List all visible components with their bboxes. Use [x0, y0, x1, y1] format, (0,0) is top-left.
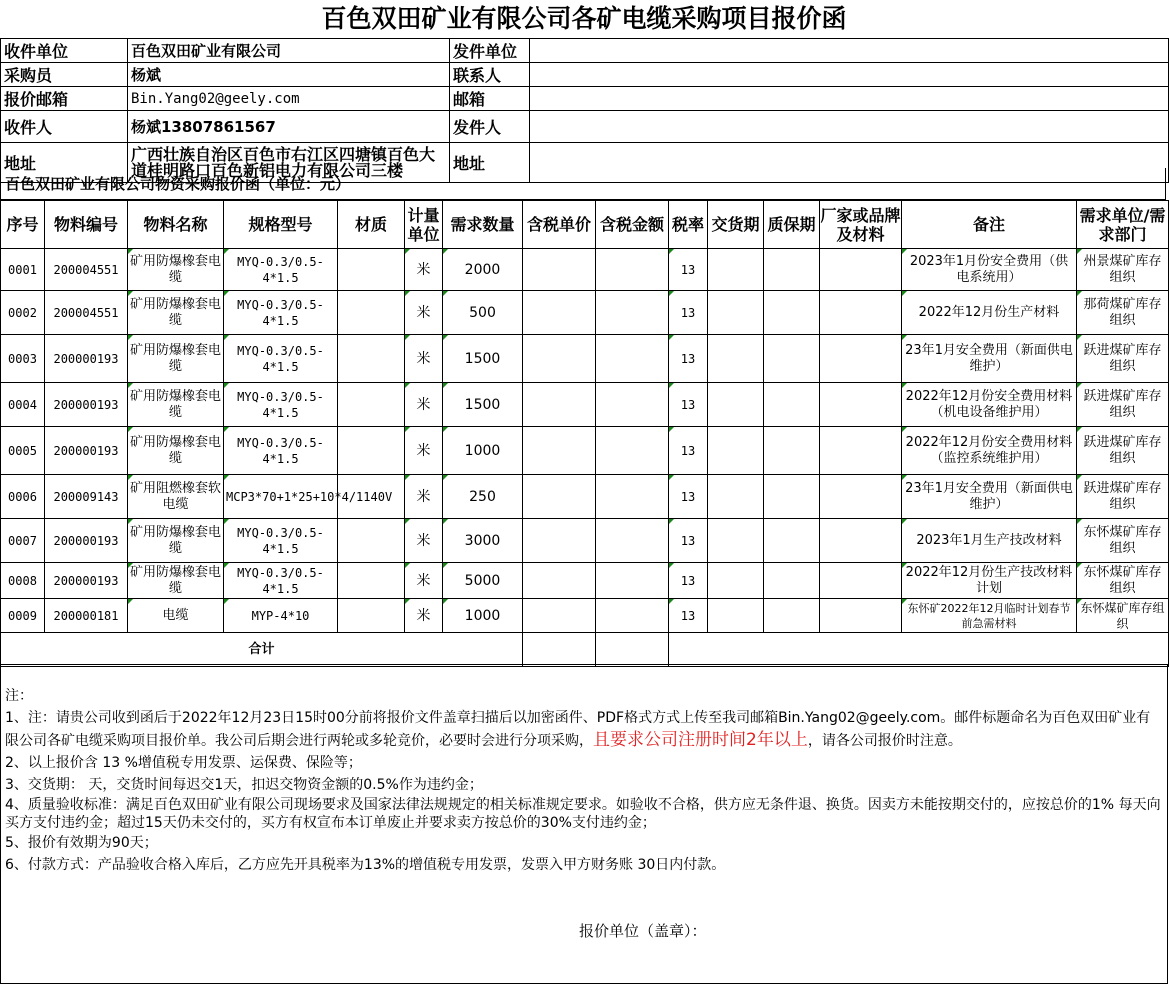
remark: 2023年1月生产技改材料: [902, 519, 1077, 563]
remark: 2022年12月份安全费用材料（机电设备维护用）: [902, 383, 1077, 427]
unit-price-input[interactable]: [523, 291, 596, 335]
spec-model: MYQ-0.3/0.5-4*1.5: [224, 563, 338, 599]
warranty-input[interactable]: [764, 563, 820, 599]
brand-input[interactable]: [820, 519, 902, 563]
quote-unit-seal-label: 报价单位（盖章）：: [579, 922, 707, 940]
material-name: 矿用防爆橡套电缆: [128, 519, 224, 563]
material-name: 电缆: [128, 599, 224, 633]
note-3: 3、交货期： 天，交货时间每迟交1天，扣迟交物资金额的0.5%作为违约金；: [5, 777, 483, 793]
col-header: 交货期: [708, 201, 764, 249]
amount-input[interactable]: [596, 335, 669, 383]
dept: 跃进煤矿库存组织: [1077, 427, 1169, 475]
material-type[interactable]: [338, 335, 405, 383]
dept: 州景煤矿库存组织: [1077, 249, 1169, 291]
total-row: [1, 633, 1169, 667]
spec-model: MCP3*70+1*25+10*4/1140V: [224, 475, 338, 519]
dept: 那荷煤矿库存组织: [1077, 291, 1169, 335]
header-info-table: [0, 38, 1169, 183]
material-name: 矿用防爆橡套电缆: [128, 427, 224, 475]
tax-rate: 13: [669, 563, 708, 599]
remark: 2022年12月份生产技改材料计划: [902, 563, 1077, 599]
material-name: 矿用阻燃橡套软电缆: [128, 475, 224, 519]
amount-input[interactable]: [596, 563, 669, 599]
delivery-input[interactable]: [708, 249, 764, 291]
table-row: [1, 383, 1169, 427]
sender-value[interactable]: [530, 111, 1169, 143]
unit-price-input[interactable]: [523, 599, 596, 633]
delivery-input[interactable]: [708, 335, 764, 383]
table-row: [1, 249, 1169, 291]
quantity: 1500: [443, 335, 523, 383]
unit: 米: [405, 291, 443, 335]
quantity: 1000: [443, 599, 523, 633]
table-row: [1, 291, 1169, 335]
address2-label: 地址: [450, 143, 530, 183]
dept: 跃进煤矿库存组织: [1077, 383, 1169, 427]
quantity: 2000: [443, 249, 523, 291]
col-header: 需求单位/需求部门: [1077, 201, 1169, 249]
material-code: 200000193: [45, 383, 128, 427]
delivery-input[interactable]: [708, 475, 764, 519]
spec-model: MYQ-0.3/0.5-4*1.5: [224, 291, 338, 335]
quantity: 3000: [443, 519, 523, 563]
column-header-row: [1, 201, 1169, 249]
material-name: 矿用防爆橡套电缆: [128, 249, 224, 291]
tax-rate: 13: [669, 291, 708, 335]
unit-price-input[interactable]: [523, 249, 596, 291]
receiver-unit-label: 收件单位: [1, 39, 128, 63]
note-1: [5, 707, 1163, 752]
mailbox-value[interactable]: [530, 87, 1169, 111]
remark: 东怀矿2022年12月临时计划春节前急需材料: [902, 599, 1077, 633]
dept: 跃进煤矿库存组织: [1077, 475, 1169, 519]
row-no: 0003: [1, 335, 45, 383]
material-type[interactable]: [338, 383, 405, 427]
material-name: 矿用防爆橡套电缆: [128, 335, 224, 383]
total-rest-cell: [669, 633, 1169, 667]
tax-rate: 13: [669, 475, 708, 519]
row-no: 0004: [1, 383, 45, 427]
spec-model: MYQ-0.3/0.5-4*1.5: [224, 383, 338, 427]
col-header: 质保期: [764, 201, 820, 249]
tax-rate: 13: [669, 383, 708, 427]
unit: 米: [405, 519, 443, 563]
total-price-cell[interactable]: [523, 633, 596, 667]
material-code: 200000193: [45, 335, 128, 383]
col-header: 计量单位: [405, 201, 443, 249]
quote-items-table: [0, 200, 1169, 667]
amount-input[interactable]: [596, 383, 669, 427]
buyer-value[interactable]: 杨斌: [128, 63, 450, 87]
row-no: 0009: [1, 599, 45, 633]
remark: 23年1月安全费用（新面供电维护）: [902, 335, 1077, 383]
total-amount-cell[interactable]: [596, 633, 669, 667]
material-type[interactable]: [338, 563, 405, 599]
unit: 米: [405, 249, 443, 291]
material-code: 200004551: [45, 249, 128, 291]
tax-rate: 13: [669, 335, 708, 383]
unit: 米: [405, 563, 443, 599]
material-name: 矿用防爆橡套电缆: [128, 291, 224, 335]
col-header: 规格型号: [224, 201, 338, 249]
unit-price-input[interactable]: [523, 475, 596, 519]
address-value[interactable]: 广西壮族自治区百色市右江区四塘镇百色大道桂明路口百色新铝电力有限公司三楼: [128, 143, 450, 183]
recipient-value[interactable]: 杨斌13807861567: [128, 111, 450, 143]
material-code: 200000181: [45, 599, 128, 633]
material-name: 矿用防爆橡套电缆: [128, 383, 224, 427]
receiver-unit-value[interactable]: 百色双田矿业有限公司: [128, 39, 450, 63]
material-type[interactable]: [338, 249, 405, 291]
col-header: 厂家或品牌及材料: [820, 201, 902, 249]
table-row: [1, 563, 1169, 599]
unit: 米: [405, 383, 443, 427]
spec-model: MYQ-0.3/0.5-4*1.5: [224, 335, 338, 383]
spec-model: MYQ-0.3/0.5-4*1.5: [224, 519, 338, 563]
amount-input[interactable]: [596, 427, 669, 475]
notes-heading: 注：: [5, 688, 33, 704]
remark: 23年1月安全费用（新面供电维护）: [902, 475, 1077, 519]
brand-input[interactable]: [820, 427, 902, 475]
quantity: 250: [443, 475, 523, 519]
material-code: 200000193: [45, 427, 128, 475]
note-2: 2、以上报价含 13 %增值税专用发票、运保费、保险等；: [5, 755, 362, 771]
amount-input[interactable]: [596, 475, 669, 519]
mailbox-label: 邮箱: [450, 87, 530, 111]
quantity: 1500: [443, 383, 523, 427]
brand-input[interactable]: [820, 291, 902, 335]
amount-input[interactable]: [596, 519, 669, 563]
table-row: [1, 427, 1169, 475]
unit: 米: [405, 335, 443, 383]
remark: 2023年1月份安全费用（供电系统用）: [902, 249, 1077, 291]
brand-input[interactable]: [820, 335, 902, 383]
unit: 米: [405, 599, 443, 633]
row-no: 0005: [1, 427, 45, 475]
material-code: 200009143: [45, 475, 128, 519]
material-type[interactable]: [338, 427, 405, 475]
tax-rate: 13: [669, 519, 708, 563]
delivery-input[interactable]: [708, 427, 764, 475]
dept: 东怀煤矿库存组织: [1077, 563, 1169, 599]
sender-unit-value[interactable]: [530, 39, 1169, 63]
material-name: 矿用防爆橡套电缆: [128, 563, 224, 599]
material-type[interactable]: [338, 475, 405, 519]
table-row: [1, 475, 1169, 519]
brand-input[interactable]: [820, 475, 902, 519]
warranty-input[interactable]: [764, 383, 820, 427]
unit: 米: [405, 475, 443, 519]
tax-rate: 13: [669, 249, 708, 291]
row-no: 0006: [1, 475, 45, 519]
col-header: 物料名称: [128, 201, 224, 249]
warranty-input[interactable]: [764, 427, 820, 475]
tax-rate: 13: [669, 427, 708, 475]
warranty-input[interactable]: [764, 335, 820, 383]
warranty-input[interactable]: [764, 519, 820, 563]
row-no: 0007: [1, 519, 45, 563]
unit-price-input[interactable]: [523, 383, 596, 427]
dept: 东怀煤矿库存组织: [1077, 599, 1169, 633]
row-no: 0008: [1, 563, 45, 599]
warranty-input[interactable]: [764, 291, 820, 335]
remark: 2022年12月份生产材料: [902, 291, 1077, 335]
page-title: 百色双田矿业有限公司各矿电缆采购项目报价函: [321, 4, 847, 33]
amount-input[interactable]: [596, 291, 669, 335]
dept: 东怀煤矿库存组织: [1077, 519, 1169, 563]
unit: 米: [405, 427, 443, 475]
row-no: 0001: [1, 249, 45, 291]
material-type[interactable]: [338, 291, 405, 335]
recipient-label: 收件人: [1, 111, 128, 143]
delivery-input[interactable]: [708, 291, 764, 335]
brand-input[interactable]: [820, 249, 902, 291]
quantity: 1000: [443, 427, 523, 475]
material-code: 200000193: [45, 519, 128, 563]
tax-rate: 13: [669, 599, 708, 633]
material-type[interactable]: [338, 519, 405, 563]
unit-price-input[interactable]: [523, 519, 596, 563]
email-value[interactable]: Bin.Yang02@geely.com: [128, 87, 450, 111]
brand-input[interactable]: [820, 563, 902, 599]
dept: 跃进煤矿库存组织: [1077, 335, 1169, 383]
delivery-input[interactable]: [708, 519, 764, 563]
note-5: 5、报价有效期为90天；: [5, 835, 158, 851]
col-header: 需求数量: [443, 201, 523, 249]
sender-label: 发件人: [450, 111, 530, 143]
table-row: [1, 519, 1169, 563]
unit-price-input[interactable]: [523, 427, 596, 475]
note-1-text: 1、注：请贵公司收到函后于2022年12月23日15时00分前将报价文件盖章扫描后以加密函件、PDF格式方式上传至我司邮箱Bin.Yang02@geely.com。邮件标题命名为百色双田矿业有限公司各矿电缆采购项目报价单。我公司后期会进行两轮或多轮竞价，必要时会进行分项采购，: [5, 710, 1151, 749]
total-label: 合计: [1, 633, 523, 667]
table-row: [1, 335, 1169, 383]
note-1-highlight: 且要求公司注册时间2年以上: [593, 730, 808, 750]
amount-input[interactable]: [596, 599, 669, 633]
warranty-input[interactable]: [764, 249, 820, 291]
col-header: 物料编号: [45, 201, 128, 249]
note-4: 4、质量验收标准：满足百色双田矿业有限公司现场要求及国家法律法规规定的相关标准规定要求。如验收不合格，供方应无条件退、换货。因卖方未能按期交付的，应按总价的1% 每天向买方支付违约金；超过15天仍未交付的，买方有权宣布本订单废止并要求卖方按总价的30%支付违约金；: [5, 797, 1161, 831]
amount-input[interactable]: [596, 249, 669, 291]
col-header: 材质: [338, 201, 405, 249]
unit-price-input[interactable]: [523, 563, 596, 599]
material-code: 200004551: [45, 291, 128, 335]
quantity: 500: [443, 291, 523, 335]
col-header: 含税单价: [523, 201, 596, 249]
col-header: 序号: [1, 201, 45, 249]
row-no: 0002: [1, 291, 45, 335]
contact-value[interactable]: [530, 63, 1169, 87]
col-header: 备注: [902, 201, 1077, 249]
remark: 2022年12月份安全费用材料（监控系统维护用）: [902, 427, 1077, 475]
note-6: 6、付款方式：产品验收合格入库后，乙方应先开具税率为13%的增值税专用发票，发票入甲方财务账 30日内付款。: [5, 857, 726, 873]
email-label: 报价邮箱: [1, 87, 128, 111]
buyer-label: 采购员: [1, 63, 128, 87]
table-row: [1, 599, 1169, 633]
delivery-input[interactable]: [708, 563, 764, 599]
spec-model: MYP-4*10: [224, 599, 338, 633]
brand-input[interactable]: [820, 383, 902, 427]
warranty-input[interactable]: [764, 475, 820, 519]
material-code: 200000193: [45, 563, 128, 599]
warranty-input[interactable]: [764, 599, 820, 633]
brand-input[interactable]: [820, 599, 902, 633]
note-1-tail: ，请各公司报价时注意。: [807, 733, 962, 749]
delivery-input[interactable]: [708, 383, 764, 427]
col-header: 含税金额: [596, 201, 669, 249]
col-header: 税率: [669, 201, 708, 249]
delivery-input[interactable]: [708, 599, 764, 633]
quantity: 5000: [443, 563, 523, 599]
sender-unit-label: 发件单位: [450, 39, 530, 63]
spec-model: MYQ-0.3/0.5-4*1.5: [224, 249, 338, 291]
address-label: 地址: [1, 143, 128, 183]
contact-label: 联系人: [450, 63, 530, 87]
material-type[interactable]: [338, 599, 405, 633]
table-subtitle: 百色双田矿业有限公司物资采购报价函（单位：元）: [0, 168, 1166, 200]
unit-price-input[interactable]: [523, 335, 596, 383]
spec-model: MYQ-0.3/0.5-4*1.5: [224, 427, 338, 475]
